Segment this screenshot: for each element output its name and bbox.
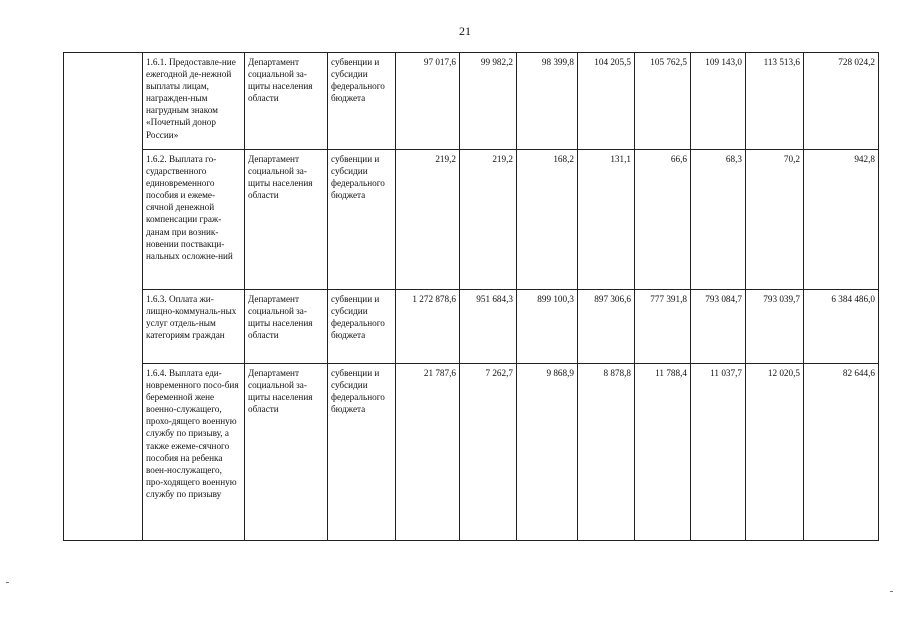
scan-mark	[890, 591, 893, 592]
measure-name: 1.6.4. Выплата еди-новременного посо-бия беременной жене военно-служащего, прохо-дящего военную службу по призыву, а также ежеме-сячного пособия на ребенка воен-нослужащего, про-ходящего военную службу по призыву	[143, 364, 245, 541]
value-cell: 777 391,8	[635, 290, 691, 364]
value-cell: 104 205,5	[578, 53, 635, 150]
value-cell: 70,2	[746, 150, 804, 290]
value-cell: 11 037,7	[691, 364, 746, 541]
value-cell: 21 787,6	[396, 364, 460, 541]
value-cell: 105 762,5	[635, 53, 691, 150]
table-row	[64, 53, 879, 150]
measure-name: 1.6.1. Предоставле-ние ежегодной де-нежной выплаты лицам, награжден-ным нагрудным знаком «Почетный донор России»	[143, 53, 245, 150]
total-cell: 942,8	[804, 150, 879, 290]
scan-mark	[6, 582, 9, 583]
value-cell: 899 100,3	[517, 290, 578, 364]
value-cell: 68,3	[691, 150, 746, 290]
table-row	[64, 150, 879, 290]
department-cell: Департамент социальной за-щиты населения области	[245, 290, 328, 364]
table-row	[64, 290, 879, 364]
value-cell: 9 868,9	[517, 364, 578, 541]
department-cell: Департамент социальной за-щиты населения области	[245, 364, 328, 541]
value-cell: 793 039,7	[746, 290, 804, 364]
value-cell: 98 399,8	[517, 53, 578, 150]
page-number: 21	[459, 24, 471, 38]
value-cell: 11 788,4	[635, 364, 691, 541]
value-cell: 109 143,0	[691, 53, 746, 150]
measure-name: 1.6.2. Выплата го-сударственного единовременного пособия и ежеме-сячной денежной компенсации граж-данам при возник-новении поствакци-нальных осложне-ний	[143, 150, 245, 290]
value-cell: 219,2	[460, 150, 517, 290]
value-cell: 168,2	[517, 150, 578, 290]
department-cell: Департамент социальной за-щиты населения области	[245, 150, 328, 290]
value-cell: 793 084,7	[691, 290, 746, 364]
value-cell: 131,1	[578, 150, 635, 290]
department-cell: Департамент социальной за-щиты населения области	[245, 53, 328, 150]
table-row	[64, 364, 879, 541]
funding-source-cell: субвенции и субсидии федерального бюджета	[328, 150, 396, 290]
budget-table	[63, 52, 879, 541]
measure-name: 1.6.3. Оплата жи-лищно-коммуналь-ных услуг отдель-ным категориям граждан	[143, 290, 245, 364]
value-cell: 12 020,5	[746, 364, 804, 541]
value-cell: 1 272 878,6	[396, 290, 460, 364]
total-cell: 728 024,2	[804, 53, 879, 150]
funding-source-cell: субвенции и субсидии федерального бюджета	[328, 364, 396, 541]
value-cell: 7 262,7	[460, 364, 517, 541]
group-cell	[64, 53, 143, 541]
total-cell: 82 644,6	[804, 364, 879, 541]
value-cell: 99 982,2	[460, 53, 517, 150]
value-cell: 8 878,8	[578, 364, 635, 541]
value-cell: 897 306,6	[578, 290, 635, 364]
funding-source-cell: субвенции и субсидии федерального бюджета	[328, 53, 396, 150]
funding-source-cell: субвенции и субсидии федерального бюджета	[328, 290, 396, 364]
value-cell: 113 513,6	[746, 53, 804, 150]
value-cell: 219,2	[396, 150, 460, 290]
value-cell: 951 684,3	[460, 290, 517, 364]
total-cell: 6 384 486,0	[804, 290, 879, 364]
value-cell: 97 017,6	[396, 53, 460, 150]
value-cell: 66,6	[635, 150, 691, 290]
